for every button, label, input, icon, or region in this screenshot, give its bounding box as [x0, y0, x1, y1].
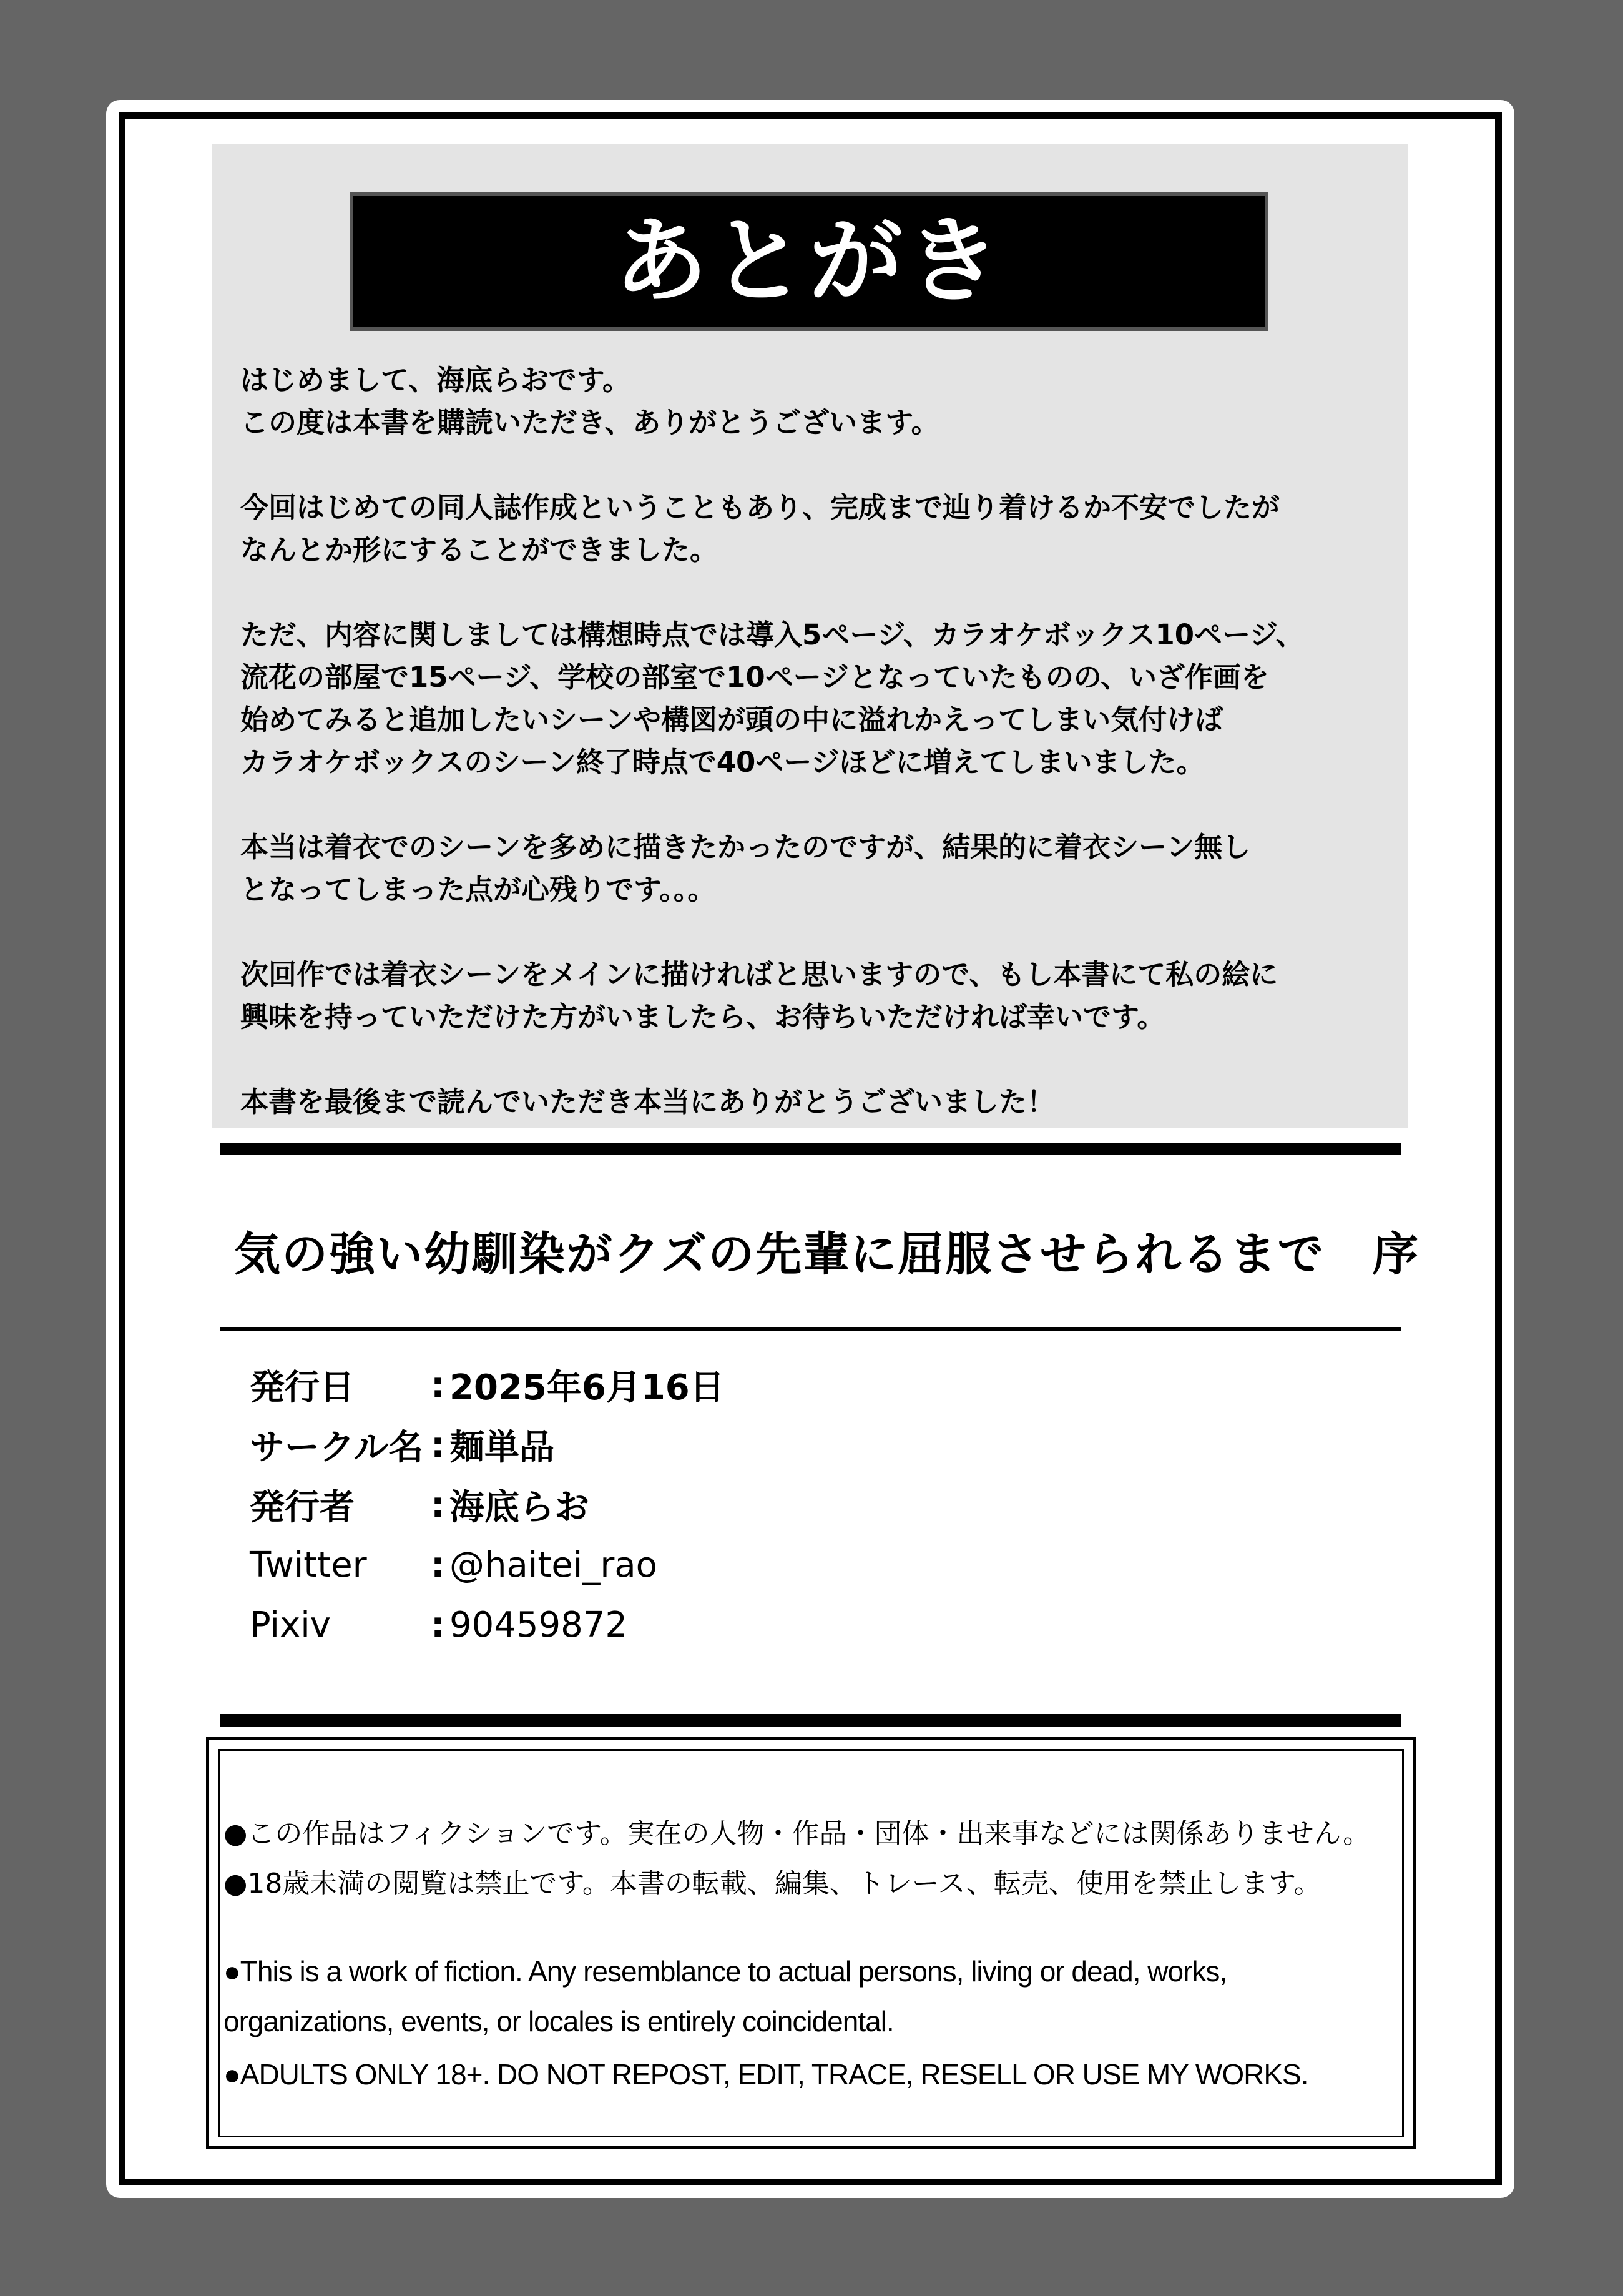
- colophon-row-date: [250, 1355, 725, 1415]
- colophon-label: 発行日: [250, 1367, 355, 1408]
- afterword-paragraph: 本当は着衣でのシーンを多めに描きたかったのですが、結果的に着衣シーン無し となってしまった点が心残りです。。。: [240, 830, 1251, 906]
- afterword-title: あとがき: [614, 207, 1004, 316]
- afterword-paragraph: 今回はじめての同人誌作成ということもあり、完成まで辿り着けるか不安でしたが なんとか形にすることができました。: [240, 491, 1280, 566]
- book-page: [106, 100, 1514, 2198]
- colophon-value: 2025年6月16日: [449, 1367, 725, 1408]
- colophon-value: 90459872: [449, 1604, 628, 1645]
- colophon-row-publisher: [250, 1475, 725, 1535]
- afterword-body: [240, 359, 1395, 1123]
- notice-jp-line: ●18歳未満の閲覧は禁止です。本書の転載、編集、トレース、転売、使用を禁止します。: [223, 1868, 1321, 1899]
- colophon-separator: :: [431, 1544, 445, 1585]
- afterword-paragraph: はじめまして、海底らおです。 この度は本書を購読いただき、ありがとうございます。: [240, 363, 939, 439]
- colophon-value: @haitei_rao: [449, 1544, 657, 1585]
- colophon-row-circle: [250, 1415, 725, 1475]
- notice-en-line: ●This is a work of fiction. Any resemblance to actual persons, living or dead, works,: [223, 1955, 1227, 1988]
- notice-en-line: ●ADULTS ONLY 18+. DO NOT REPOST, EDIT, TRACE, RESELL OR USE MY WORKS.: [223, 2058, 1308, 2091]
- afterword-paragraph: 本書を最後まで読んでいただき本当にありがとうございました！: [240, 1085, 1056, 1118]
- notice-jp-line: ●この作品はフィクションです。実在の人物・作品・団体・出来事などには関係ありません。: [223, 1818, 1371, 1850]
- colophon-label: 発行者: [250, 1487, 355, 1528]
- divider-thick-top: [220, 1143, 1401, 1155]
- afterword-title-bar: [350, 192, 1268, 331]
- colophon-value: 海底らお: [449, 1487, 589, 1528]
- colophon-separator: :: [431, 1484, 445, 1525]
- notice-en-line: organizations, events, or locales is entirely coincidental.: [223, 2005, 894, 2037]
- divider-thin: [220, 1327, 1401, 1331]
- colophon-separator: :: [431, 1604, 445, 1645]
- divider-thick-bottom: [220, 1714, 1401, 1727]
- book-title: 気の強い幼馴染がクズの先輩に屈服させられるまで 序: [234, 1228, 1420, 1281]
- colophon-label: Twitter: [250, 1544, 367, 1585]
- colophon-value: 麺単品: [449, 1427, 554, 1468]
- colophon-row-pixiv: [250, 1595, 725, 1655]
- colophon-row-twitter: [250, 1535, 725, 1595]
- colophon-label: Pixiv: [250, 1604, 331, 1645]
- afterword-paragraph: ただ、内容に関しましては構想時点では導入5ページ、カラオケボックス10ページ、 流花の部屋で15ページ、学校の部室で10ページとなっていたものの、いざ作画を 始めてみると追加したいシーンや構図が頭の中に溢れかえってしまい気付けば カラオケボックスのシーン終了時点で40ページほどに増えてしまいました。: [240, 618, 1304, 779]
- afterword-paragraph: 次回作では着衣シーンをメインに描ければと思いますので、もし本書にて私の絵に 興味を持っていただけた方がいましたら、お待ちいただければ幸いです。: [240, 958, 1278, 1033]
- colophon-separator: :: [431, 1364, 445, 1406]
- colophon-label: サークル名: [250, 1427, 424, 1468]
- colophon-separator: :: [431, 1424, 445, 1466]
- colophon: [250, 1355, 725, 1655]
